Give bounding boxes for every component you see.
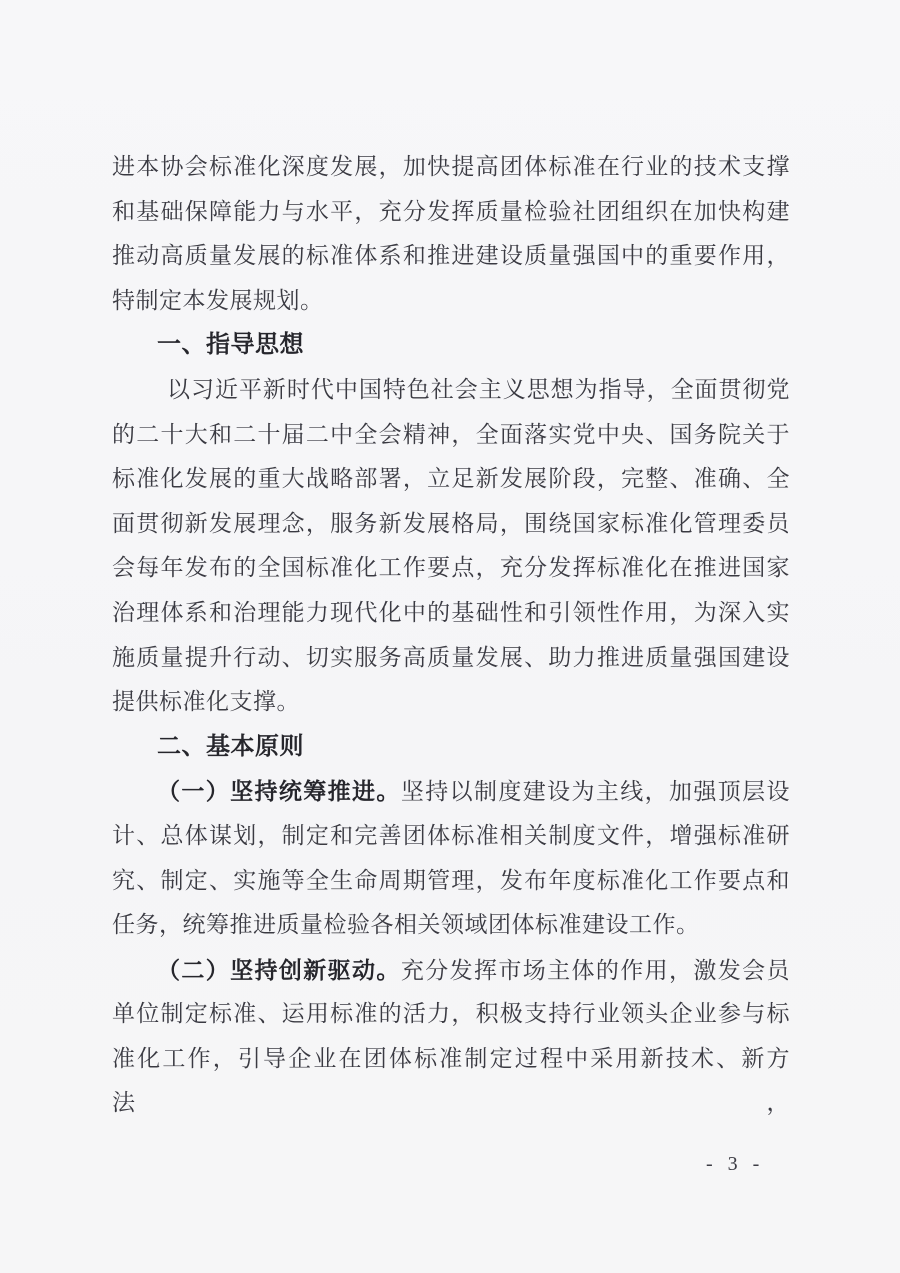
document-line — [112, 323, 790, 368]
document-line — [112, 725, 790, 770]
document-line — [112, 948, 790, 993]
line-text: 充分发挥市场主体的作用，激发会员 — [400, 957, 791, 983]
document-line — [112, 769, 790, 814]
document-line — [112, 279, 790, 324]
line-text: 推动高质量发展的标准体系和推进建设质量强国中的重要作用， — [112, 243, 790, 269]
line-text: 任务，统筹推进质量检验各相关领域团体标准建设工作。 — [112, 912, 700, 938]
document-line — [112, 145, 790, 190]
document-line — [112, 680, 790, 725]
line-text: 计、总体谋划，制定和完善团体标准相关制度文件，增强标准研 — [112, 822, 790, 848]
line-text: 进本协会标准化深度发展，加快提高团体标准在行业的技术支撑 — [112, 154, 790, 179]
document-line — [112, 368, 790, 413]
line-lead-bold-text: （二）坚持创新驱动。 — [157, 956, 401, 983]
line-text: 和基础保障能力与水平，充分发挥质量检验社团组织在加快构建 — [112, 198, 790, 224]
document-line — [112, 814, 790, 859]
line-text: 坚持以制度建设为主线，加强顶层设 — [400, 779, 791, 805]
line-text: 的二十大和二十届二中全会精神，全面落实党中央、国务院关于 — [112, 421, 790, 447]
document-line — [112, 992, 790, 1037]
document-line — [112, 1037, 790, 1116]
line-text: 以习近平新时代中国特色社会主义思想为指导，全面贯彻党 — [167, 376, 790, 402]
document-line — [112, 546, 790, 591]
line-text: 面贯彻新发展理念，服务新发展格局，围绕国家标准化管理委员 — [112, 510, 790, 536]
line-text: 提供标准化支撑。 — [112, 689, 300, 715]
line-text: 治理体系和治理能力现代化中的基础性和引领性作用，为深入实 — [112, 599, 790, 625]
line-text: 会每年发布的全国标准化工作要点，充分发挥标准化在推进国家 — [112, 555, 790, 581]
line-text: 一、指导思想 — [157, 331, 304, 359]
document-line — [112, 234, 790, 279]
line-text: 标准化发展的重大战略部署，立足新发展阶段，完整、准确、全 — [112, 466, 790, 492]
line-lead-bold-text: （一）坚持统筹推进。 — [157, 778, 401, 805]
document-body — [112, 145, 791, 1116]
line-text: 特制定本发展规划。 — [112, 287, 324, 313]
page-number: - 3 - — [706, 1153, 765, 1175]
document-line — [112, 591, 790, 636]
line-text: 准化工作，引导企业在团体标准制定过程中采用新技术、新方法， — [112, 1045, 790, 1116]
document-line — [112, 457, 790, 502]
line-text: 二、基本原则 — [157, 732, 304, 760]
line-text: 施质量提升行动、切实服务高质量发展、助力推进质量强国建设 — [112, 644, 790, 670]
line-text: 究、制定、实施等全生命周期管理，发布年度标准化工作要点和 — [112, 867, 790, 893]
line-text: 单位制定标准、运用标准的活力，积极支持行业领头企业参与标 — [112, 1001, 790, 1027]
document-line — [112, 903, 790, 948]
document-line — [112, 190, 790, 235]
document-line — [112, 502, 790, 547]
document-line — [112, 636, 790, 681]
document-line — [112, 413, 790, 458]
document-line — [112, 859, 790, 904]
